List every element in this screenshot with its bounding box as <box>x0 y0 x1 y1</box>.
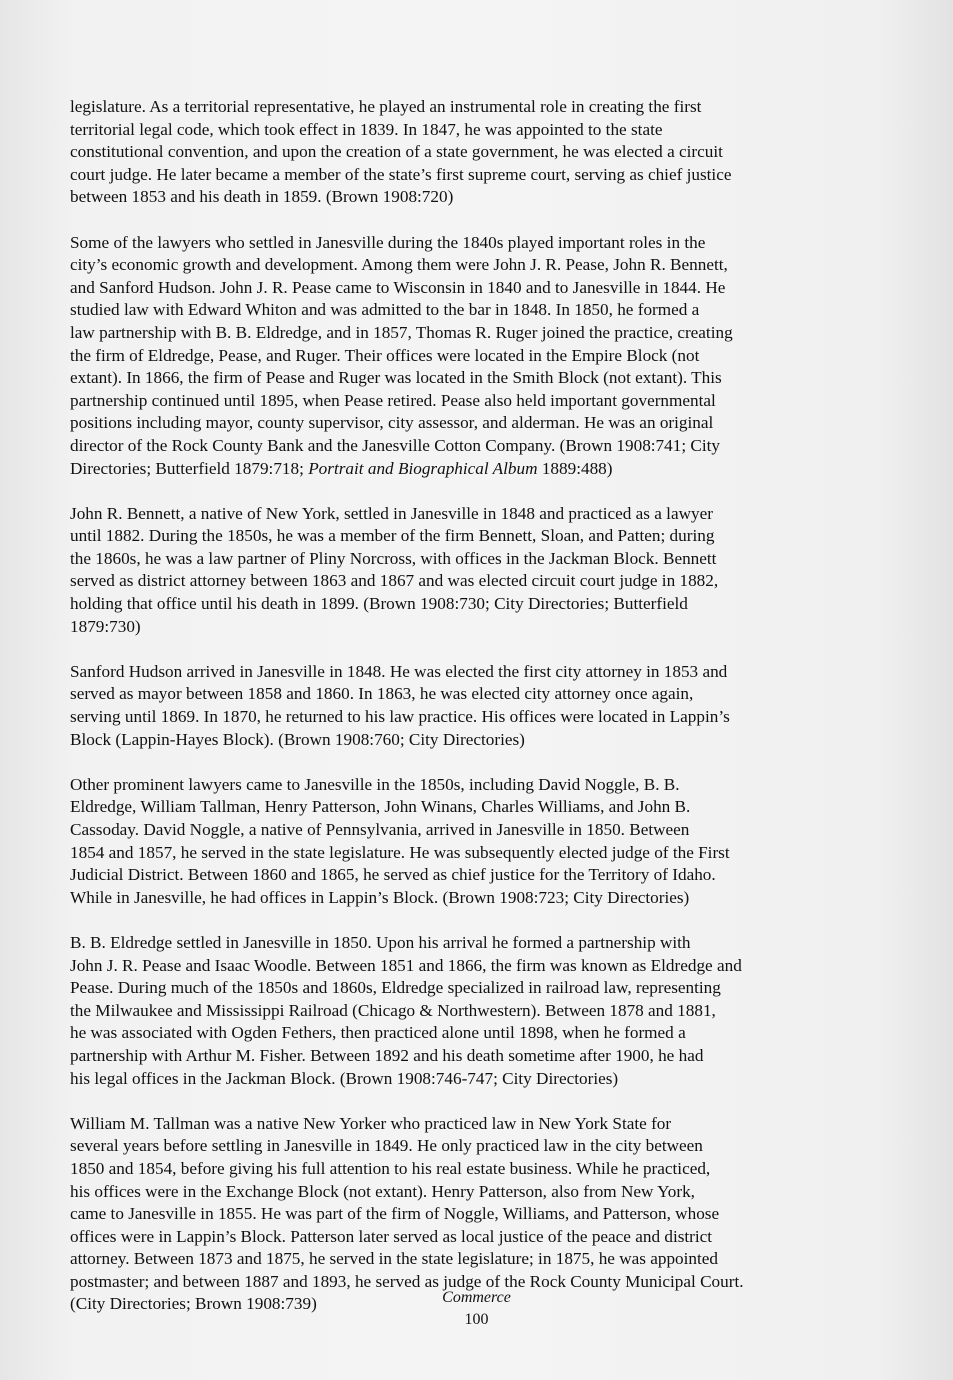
text-line: partnership continued until 1895, when Pease retired. Pease also held important governmental <box>70 390 716 410</box>
text-line: Block (Lappin-Hayes Block). (Brown 1908:760; City Directories) <box>70 729 525 749</box>
text-line: 1879:730) <box>70 616 141 636</box>
text-line: While in Janesville, he had offices in Lappin’s Block. (Brown 1908:723; City Directories) <box>70 887 690 907</box>
text-line: John J. R. Pease and Isaac Woodle. Between 1851 and 1866, the firm was known as Eldredge and <box>70 955 742 975</box>
text-line: constitutional convention, and upon the creation of a state government, he was elected a circuit <box>70 142 723 162</box>
text-line: Sanford Hudson arrived in Janesville in 1848. He was elected the first city attorney in 1853 and <box>70 661 728 681</box>
text-line: Pease. During much of the 1850s and 1860s, Eldredge specialized in railroad law, representing <box>70 978 721 998</box>
citation-text: Directories; Butterfield 1879:718; <box>70 458 309 478</box>
text-line: legislature. As a territorial representative, he played an instrumental role in creating the first <box>70 97 702 116</box>
text-line: served as mayor between 1858 and 1860. In 1863, he was elected city attorney once again, <box>70 684 694 704</box>
text-line: offices were in Lappin’s Block. Patterson later served as local justice of the peace and district <box>70 1226 713 1246</box>
text-line: serving until 1869. In 1870, he returned to his law practice. His offices were located in Lappin’s <box>70 707 730 727</box>
paragraph <box>70 774 870 910</box>
text-line: city’s economic growth and development. Among them were John J. R. Pease, John R. Bennett, <box>70 255 728 275</box>
section-title: Commerce <box>442 1289 511 1306</box>
text-line: studied law with Edward Whiton and was admitted to the bar in 1848. In 1850, he formed a <box>70 300 700 320</box>
text-line: the firm of Eldredge, Pease, and Ruger. Their offices were located in the Empire Block (not <box>70 345 700 365</box>
text-line: he was associated with Ogden Fethers, then practiced alone until 1898, when he formed a <box>70 1023 686 1043</box>
text-line: William M. Tallman was a native New Yorker who practiced law in New York State for <box>70 1113 672 1133</box>
text-line: 1850 and 1854, before giving his full attention to his real estate business. While he practiced, <box>70 1158 711 1178</box>
text-line: his legal offices in the Jackman Block. (Brown 1908:746-747; City Directories) <box>70 1068 619 1088</box>
text-line: territorial legal code, which took effect in 1839. In 1847, he was appointed to the state <box>70 119 663 139</box>
text-line: court judge. He later became a member of the state’s first supreme court, serving as chief justice <box>70 164 732 184</box>
paragraph <box>70 1113 870 1316</box>
text-line <box>70 458 870 481</box>
text-line: 1854 and 1857, he served in the state legislature. He was subsequently elected judge of the First <box>70 842 730 862</box>
text-line: the 1860s, he was a law partner of Pliny Norcross, with offices in the Jackman Block. Bennett <box>70 548 717 568</box>
citation-text: 1889:488) <box>537 458 613 478</box>
text-line: partnership with Arthur M. Fisher. Between 1892 and his death sometime after 1900, he had <box>70 1045 704 1065</box>
text-line: Judicial District. Between 1860 and 1865, he served as chief justice for the Territory of Idaho. <box>70 865 716 885</box>
italic-book-title: Portrait and Biographical Album <box>308 458 538 478</box>
text-line: law partnership with B. B. Eldredge, and in 1857, Thomas R. Ruger joined the practice, creating <box>70 322 733 342</box>
text-line: Some of the lawyers who settled in Janesville during the 1840s played important roles in the <box>70 232 706 252</box>
page-footer <box>0 1287 953 1331</box>
text-line: served as district attorney between 1863 and 1867 and was elected circuit court judge in 1882, <box>70 571 719 591</box>
text-line: Cassoday. David Noggle, a native of Pennsylvania, arrived in Janesville in 1850. Between <box>70 820 690 839</box>
text-line: holding that office until his death in 1899. (Brown 1908:730; City Directories; Butterfield <box>70 594 688 614</box>
text-line: John R. Bennett, a native of New York, settled in Janesville in 1848 and practiced as a lawyer <box>70 503 713 523</box>
paragraph <box>70 932 870 1090</box>
text-line: attorney. Between 1873 and 1875, he served in the state legislature; in 1875, he was appointed <box>70 1249 719 1269</box>
text-line: extant). In 1866, the firm of Pease and Ruger was located in the Smith Block (not extant). This <box>70 368 722 388</box>
text-line: his offices were in the Exchange Block (not extant). Henry Patterson, also from New York, <box>70 1181 695 1201</box>
paragraph <box>70 661 870 751</box>
text-line: postmaster; and between 1887 and 1893, he served as judge of the Rock County Municipal Court. <box>70 1271 744 1291</box>
text-line: positions including mayor, county supervisor, city assessor, and alderman. He was an original <box>70 413 714 433</box>
text-line: several years before settling in Janesville in 1849. He only practiced law in the city between <box>70 1136 703 1156</box>
text-line: (City Directories; Brown 1908:739) <box>70 1294 317 1314</box>
paragraph <box>70 96 870 209</box>
text-line: between 1853 and his death in 1859. (Brown 1908:720) <box>70 187 454 207</box>
text-line: until 1882. During the 1850s, he was a member of the firm Bennett, Sloan, and Patten; during <box>70 526 715 546</box>
paragraph <box>70 503 870 639</box>
text-line: the Milwaukee and Mississippi Railroad (Chicago & Northwestern). Between 1878 and 1881, <box>70 1000 716 1020</box>
page-number: 100 <box>464 1311 489 1328</box>
text-line: director of the Rock County Bank and the Janesville Cotton Company. (Brown 1908:741; City <box>70 435 721 455</box>
body-text <box>70 96 870 1339</box>
text-line: came to Janesville in 1855. He was part of the firm of Noggle, Williams, and Patterson, whose <box>70 1204 720 1224</box>
text-line: B. B. Eldredge settled in Janesville in 1850. Upon his arrival he formed a partnership with <box>70 932 691 952</box>
text-line: Other prominent lawyers came to Janesville in the 1850s, including David Noggle, B. B. <box>70 774 680 794</box>
text-line: Eldredge, William Tallman, Henry Patterson, John Winans, Charles Williams, and John B. <box>70 797 691 817</box>
paragraph <box>70 232 870 481</box>
text-line: and Sanford Hudson. John J. R. Pease came to Wisconsin in 1840 and to Janesville in 1844. He <box>70 277 726 297</box>
